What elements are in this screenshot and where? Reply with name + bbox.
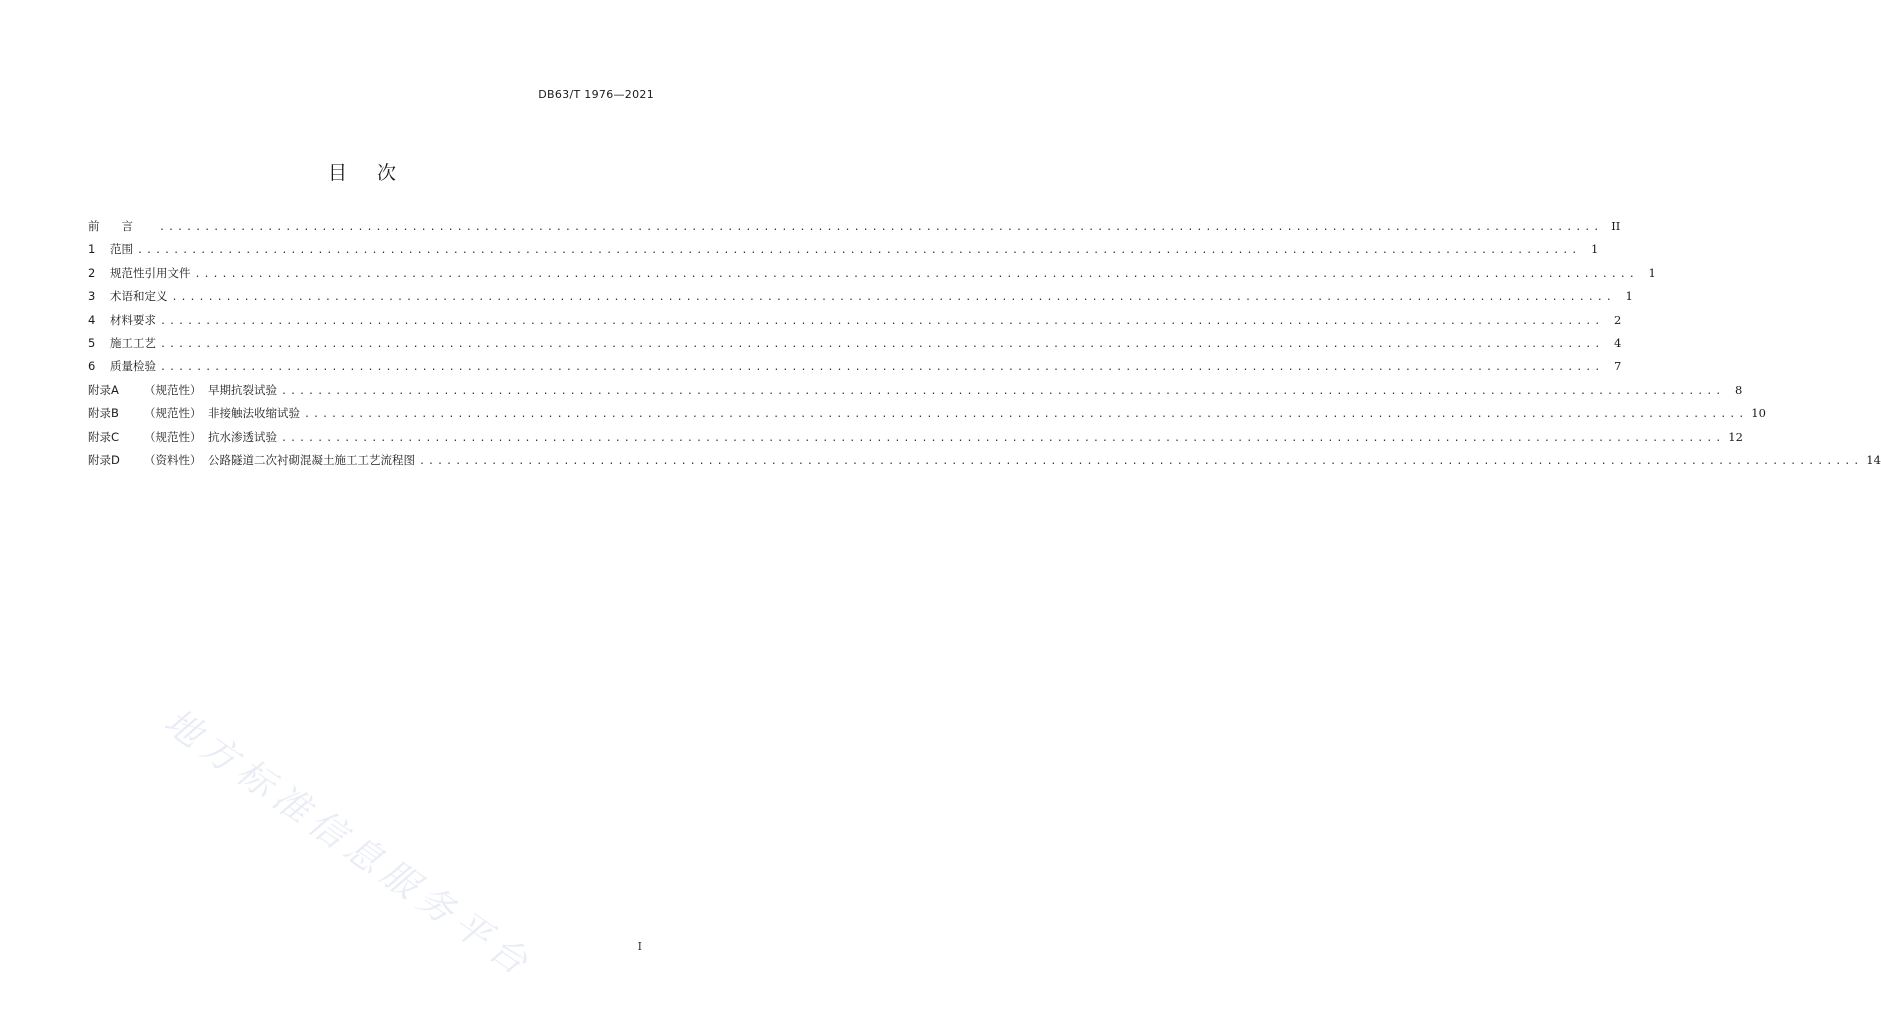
toc-entry-appendix-a[interactable] [88,382,1743,405]
toc-leader-dots: ................................................................................................................................................................ [419,455,1863,467]
toc-entry-number: 4 [88,312,96,327]
toc-leader-dots: ................................................................................................................................................................ [159,222,1603,233]
toc-appendix-type: （资料性） [144,452,202,467]
toc-entry-number: 6 [88,359,96,374]
toc-entry-number: 1 [88,242,96,257]
toc-entry-page: 4 [1613,335,1622,350]
toc-entry-page: 2 [1613,312,1622,327]
toc-entry-label: 非接触法收缩试验 [208,406,300,421]
toc-entry-number: 5 [88,335,96,350]
toc-entry-label: 质量检验 [110,359,156,374]
page-number: I [637,940,642,953]
toc-entry-page: 1 [1625,289,1633,304]
toc-entry-appendix-d[interactable] [88,452,1881,475]
toc-entry-construction-process[interactable] [88,335,1622,358]
toc-entry-scope[interactable] [88,241,1599,264]
toc-entry-label: 规范性引用文件 [110,265,191,280]
toc-entry-label: 早期抗裂试验 [208,382,277,397]
toc-entry-label: 材料要求 [110,312,156,327]
table-of-contents [88,218,1881,475]
toc-entry-page: 10 [1751,406,1766,421]
toc-entry-label: 抗水渗透试验 [208,429,277,444]
toc-appendix-prefix: 附录C [88,429,120,444]
toc-appendix-type: （规范性） [144,429,202,444]
toc-entry-label: 公路隧道二次衬砌混凝土施工工艺流程图 [208,452,415,467]
toc-entry-appendix-c[interactable] [88,429,1743,452]
toc-entry-page: II [1611,219,1621,233]
toc-entry-label: 前言 [88,219,155,233]
toc-leader-dots: ................................................................................................................................................................ [281,385,1725,397]
toc-leader-dots: ................................................................................................................................................................ [281,432,1725,444]
toc-entry-page: 1 [1648,265,1656,280]
toc-entry-quality-inspection[interactable] [88,358,1622,381]
toc-entry-label: 术语和定义 [110,289,168,304]
toc-entry-page: 1 [1590,242,1599,257]
toc-entry-terms-definitions[interactable] [88,288,1633,311]
toc-leader-dots: ................................................................................................................................................................ [160,315,1604,327]
toc-appendix-prefix: 附录D [88,452,120,467]
toc-entry-appendix-b[interactable] [88,405,1766,428]
toc-entry-number: 3 [88,289,96,304]
toc-leader-dots: ................................................................................................................................................................ [160,338,1604,350]
toc-entry-number: 2 [88,265,96,280]
toc-entry-page: 7 [1613,359,1622,374]
toc-leader-dots: ................................................................................................................................................................ [137,245,1581,257]
toc-entry-label: 范围 [110,242,133,257]
toc-leader-dots: ................................................................................................................................................................ [160,362,1604,374]
toc-appendix-prefix: 附录A [88,382,119,397]
toc-appendix-type: （规范性） [144,406,202,421]
toc-title: 目次 [327,162,426,184]
toc-entry-material-requirements[interactable] [88,312,1622,335]
watermark-text: 地方标准信息服务平台 [156,701,541,988]
toc-entry-page: 14 [1866,452,1881,467]
toc-entry-foreword[interactable] [88,218,1621,241]
toc-appendix-prefix: 附录B [88,406,119,421]
toc-leader-dots: ................................................................................................................................................................ [171,292,1615,304]
toc-appendix-type: （规范性） [144,382,202,397]
toc-entry-normative-references[interactable] [88,265,1656,288]
toc-leader-dots: ................................................................................................................................................................ [304,409,1748,421]
toc-entry-page: 8 [1734,382,1743,397]
toc-leader-dots: ................................................................................................................................................................ [194,268,1638,280]
toc-entry-page: 12 [1728,429,1743,444]
document-code: DB63/T 1976—2021 [538,88,654,101]
toc-entry-label: 施工工艺 [110,335,156,350]
